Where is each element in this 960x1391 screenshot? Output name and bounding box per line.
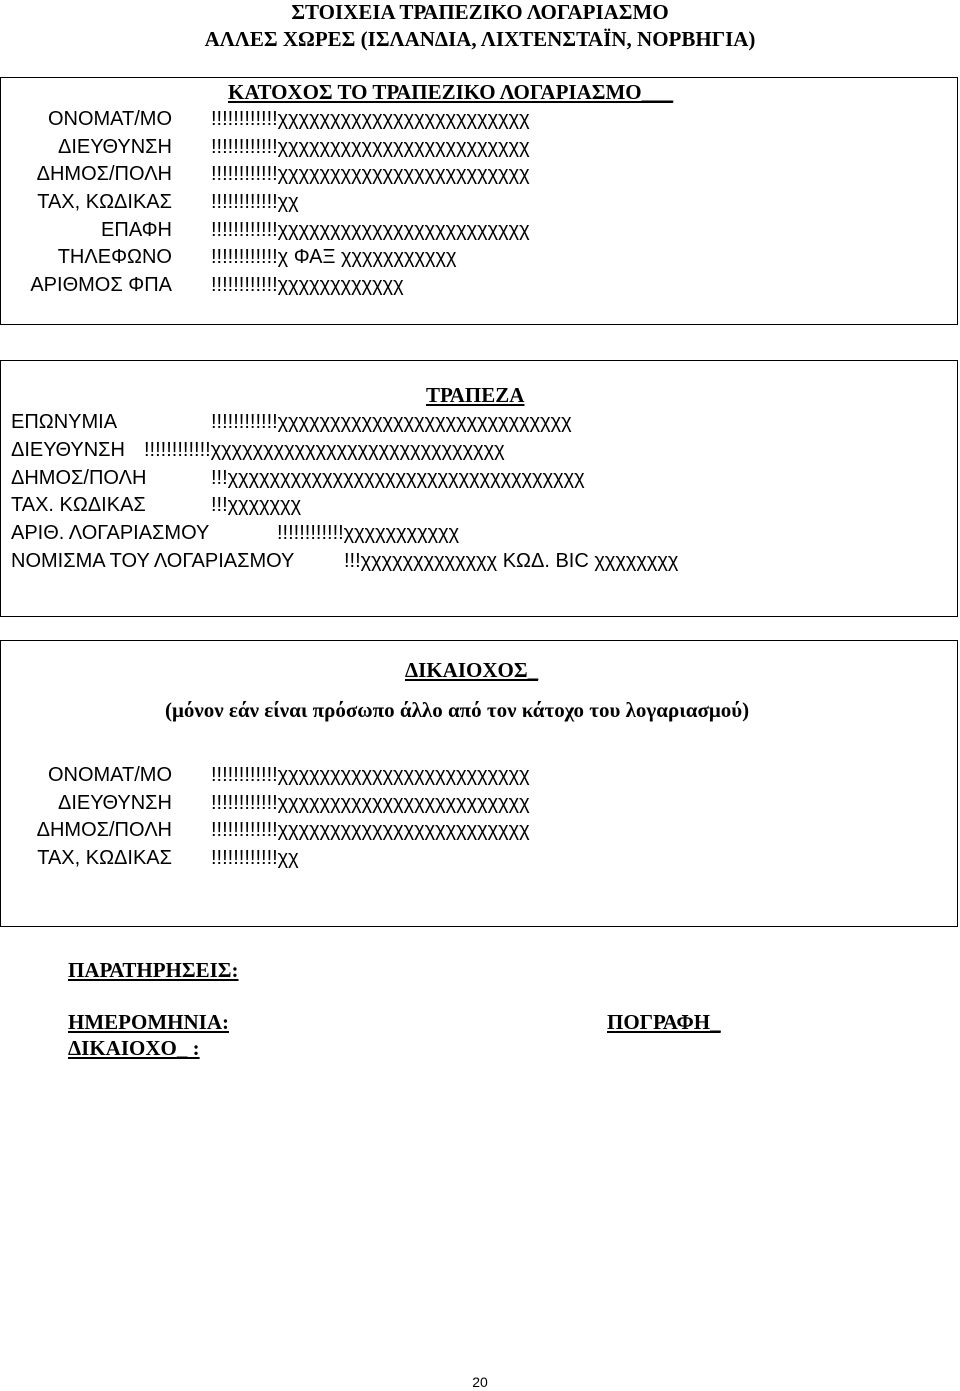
- bank-heading: ΤΡΑΠΕΖΑ: [426, 383, 525, 407]
- beneficiary-heading: ΔΙΚΑΙΟΧΟΣ_: [405, 658, 539, 682]
- beneficiary-label-city: ΔΗΜΟΣ/ΠΟΛΗ: [36, 819, 172, 841]
- holder-value-city: !!!!!!!!!!!!χχχχχχχχχχχχχχχχχχχχχχχχ: [211, 163, 530, 185]
- holder-label-vat: ΑΡΙΘΜΟΣ ΦΠΑ: [30, 274, 172, 296]
- beneficiary-label-address: ΔΙΕΥΘΥΝΣΗ: [58, 792, 172, 814]
- bank-label-postcode: ΤΑΧ. ΚΩΔΙΚΑΣ: [11, 494, 146, 516]
- holder-value-contact: !!!!!!!!!!!!χχχχχχχχχχχχχχχχχχχχχχχχ: [211, 219, 530, 241]
- bank-value-currency: !!!χχχχχχχχχχχχχ ΚΩΔ. BIC χχχχχχχχ: [344, 550, 679, 572]
- bank-value-postcode: !!!χχχχχχχ: [211, 494, 302, 516]
- holder-label-name: ΟΝΟΜΑΤ/ΜΟ: [47, 108, 172, 130]
- beneficiary-value-name: !!!!!!!!!!!!χχχχχχχχχχχχχχχχχχχχχχχχ: [211, 764, 530, 786]
- bank-label-currency: ΝΟΜΙΣΜΑ ΤΟΥ ΛΟΓΑΡΙΑΣΜΟΥ: [11, 550, 295, 572]
- signature-label: ΠΟΓΡΑΦΗ_: [607, 1010, 721, 1034]
- bank-label-account: ΑΡΙΘ. ΛΟΓΑΡΙΑΣΜΟΥ: [11, 522, 210, 544]
- bank-label-city: ΔΗΜΟΣ/ΠΟΛΗ: [11, 467, 147, 489]
- holder-value-postcode: !!!!!!!!!!!!χχ: [211, 191, 299, 213]
- bank-value-account: !!!!!!!!!!!!χχχχχχχχχχχ: [277, 522, 460, 544]
- holder-label-phone: ΤΗΛΕΦΩΝΟ: [57, 246, 172, 268]
- holder-value-address: !!!!!!!!!!!!χχχχχχχχχχχχχχχχχχχχχχχχ: [211, 136, 530, 158]
- holder-label-postcode: ΤΑΧ, ΚΩΔΙΚΑΣ: [37, 191, 172, 213]
- bank-label-name: ΕΠΩΝΥΜΙΑ: [11, 411, 118, 433]
- bank-value-name: !!!!!!!!!!!!χχχχχχχχχχχχχχχχχχχχχχχχχχχχ: [211, 411, 572, 433]
- page-number: 20: [472, 1374, 488, 1390]
- document-title: ΣΤΟΙΧΕΙΑ ΤΡΑΠΕΖΙΚΟ ΛΟΓΑΡΙΑΣΜΟ: [291, 0, 669, 24]
- beneficiary-label-name: ΟΝΟΜΑΤ/ΜΟ: [47, 764, 172, 786]
- beneficiary-value-address: !!!!!!!!!!!!χχχχχχχχχχχχχχχχχχχχχχχχ: [211, 792, 530, 814]
- remarks-label: ΠΑΡΑΤΗΡΗΣΕΙΣ:: [68, 958, 239, 982]
- date-label: ΗΜΕΡΟΜΗΝΙΑ:: [68, 1010, 229, 1034]
- beneficiary-value-city: !!!!!!!!!!!!χχχχχχχχχχχχχχχχχχχχχχχχ: [211, 819, 530, 841]
- beneficiary-label-postcode: ΤΑΧ, ΚΩΔΙΚΑΣ: [37, 847, 172, 869]
- holder-label-contact: ΕΠΑΦΗ: [101, 219, 172, 241]
- holder-heading: ΚΑΤΟΧΟΣ ΤΟ ΤΡΑΠΕΖΙΚΟ ΛΟΓΑΡΙΑΣΜΟ___: [228, 80, 674, 104]
- beneficiary-subheading: (μόνον εάν είναι πρόσωπο άλλο από τον κάτοχο του λογαριασμού): [165, 698, 750, 722]
- bank-value-city: !!!χχχχχχχχχχχχχχχχχχχχχχχχχχχχχχχχχχ: [211, 467, 585, 489]
- beneficiary-value-postcode: !!!!!!!!!!!!χχ: [211, 847, 299, 869]
- holder-value-name: !!!!!!!!!!!!χχχχχχχχχχχχχχχχχχχχχχχχ: [211, 108, 530, 130]
- beneficiary-signature-label: ΔΙΚΑΙΟΧΟ_ :: [68, 1036, 200, 1060]
- holder-value-phone: !!!!!!!!!!!!χ ΦΑΞ χχχχχχχχχχχ: [211, 246, 457, 268]
- holder-label-city: ΔΗΜΟΣ/ΠΟΛΗ: [36, 163, 172, 185]
- document-subtitle: ΑΛΛΕΣ ΧΩΡΕΣ (ΙΣΛΑΝΔΙΑ, ΛΙΧΤΕΝΣΤΑΪΝ, ΝΟΡΒΗΓΙΑ): [204, 27, 756, 51]
- bank-label-address: ΔΙΕΥΘΥΝΣΗ: [11, 439, 125, 461]
- bank-value-address: !!!!!!!!!!!!χχχχχχχχχχχχχχχχχχχχχχχχχχχχ: [144, 439, 505, 461]
- holder-label-address: ΔΙΕΥΘΥΝΣΗ: [58, 136, 172, 158]
- holder-value-vat: !!!!!!!!!!!!χχχχχχχχχχχχ: [211, 274, 404, 296]
